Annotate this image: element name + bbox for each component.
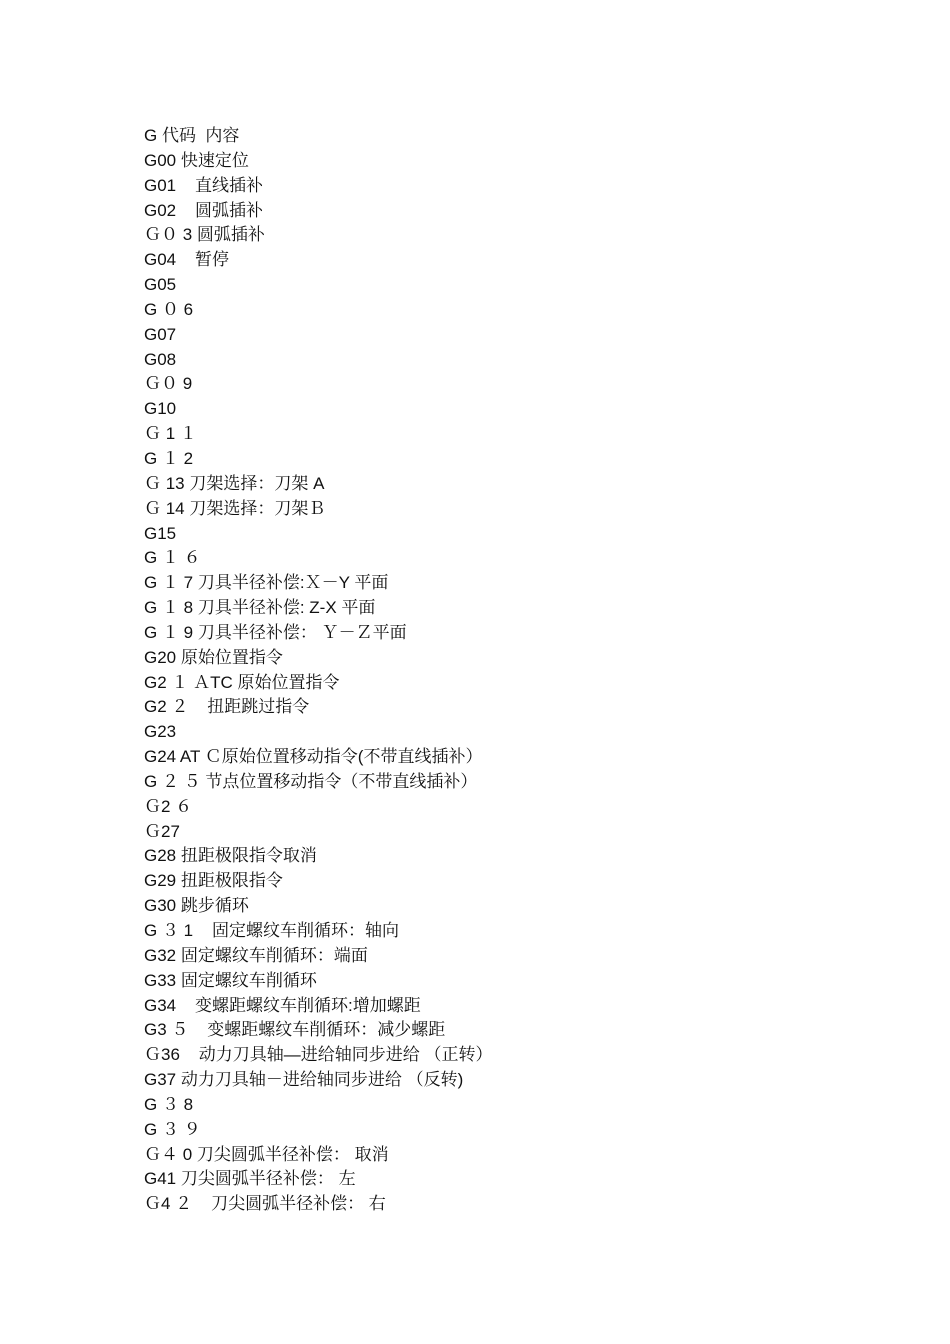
code-line: Ｇ27	[144, 821, 180, 841]
code-line: Ｇ４ 0 刀尖圆弧半径补偿： 取消	[144, 1144, 389, 1164]
code-line: G １ ６	[144, 548, 201, 568]
code-line: G08	[144, 349, 177, 369]
code-line: G24 AT Ｃ原始位置移动指令(不带直线插补）	[144, 747, 483, 767]
header-line: G 代码 内容	[144, 126, 240, 145]
code-line: G07	[144, 324, 177, 344]
code-line: G １ 2	[144, 448, 194, 468]
code-line: G １ 8 刀具半径补偿: Z-X 平面	[144, 598, 376, 618]
code-line: G2 １ ＡTC 原始位置指令	[144, 672, 340, 692]
code-line: G15	[144, 523, 177, 543]
code-line: G2 ２ 扭距跳过指令	[144, 697, 310, 717]
code-line: Ｇ０ 9	[144, 374, 193, 394]
code-line: Ｇ 1 １	[144, 424, 197, 444]
code-line: G33 固定螺纹车削循环	[144, 970, 317, 990]
code-line: Ｇ０ 3 圆弧插补	[144, 225, 265, 245]
code-line: Ｇ 14 刀架选择：刀架Ｂ	[144, 498, 326, 518]
code-line: G23	[144, 722, 177, 742]
code-line: G ０ 6	[144, 299, 194, 319]
code-line: G １ 9 刀具半径补偿： Ｙ－Ｚ平面	[144, 622, 407, 642]
code-line: G １ 7 刀具半径补偿:Ｘ－Y 平面	[144, 573, 389, 593]
code-line: G10	[144, 399, 177, 419]
code-line: G20 原始位置指令	[144, 647, 283, 667]
code-line: Ｇ2 ６	[144, 796, 193, 816]
code-line: G29 扭距极限指令	[144, 871, 283, 891]
code-line: G ３ 1 固定螺纹车削循环：轴向	[144, 921, 400, 940]
code-line: G41 刀尖圆弧半径补偿： 左	[144, 1169, 356, 1189]
code-line: G05	[144, 275, 177, 295]
code-line: Ｇ4 ２ 刀尖圆弧半径补偿： 右	[144, 1194, 386, 1214]
code-line: G3 ５ 变螺距螺纹车削循环：减少螺距	[144, 1020, 446, 1040]
code-line: G01 直线插补	[144, 175, 264, 195]
code-line: G28 扭距极限指令取消	[144, 846, 317, 866]
code-line: G ２ ５ 节点位置移动指令（不带直线插补）	[144, 771, 478, 791]
code-line: G ３ 8	[144, 1094, 194, 1114]
code-line: G32 固定螺纹车削循环：端面	[144, 945, 368, 965]
g-code-list	[144, 124, 844, 1217]
code-line: G02 圆弧插补	[144, 200, 264, 220]
code-line: G37 动力刀具轴－进给轴同步进给 （反转)	[144, 1070, 464, 1090]
code-line: G30 跳步循环	[144, 896, 249, 916]
code-line: Ｇ 13 刀架选择：刀架 A	[144, 473, 325, 493]
code-line: Ｇ36 动力刀具轴—进给轴同步进给 （正转）	[144, 1045, 493, 1065]
code-line: G ３ ９	[144, 1119, 201, 1139]
code-line: G34 变螺距螺纹车削循环:增加螺距	[144, 995, 421, 1015]
code-line: G04 暂停	[144, 250, 230, 270]
code-line: G00 快速定位	[144, 150, 249, 170]
